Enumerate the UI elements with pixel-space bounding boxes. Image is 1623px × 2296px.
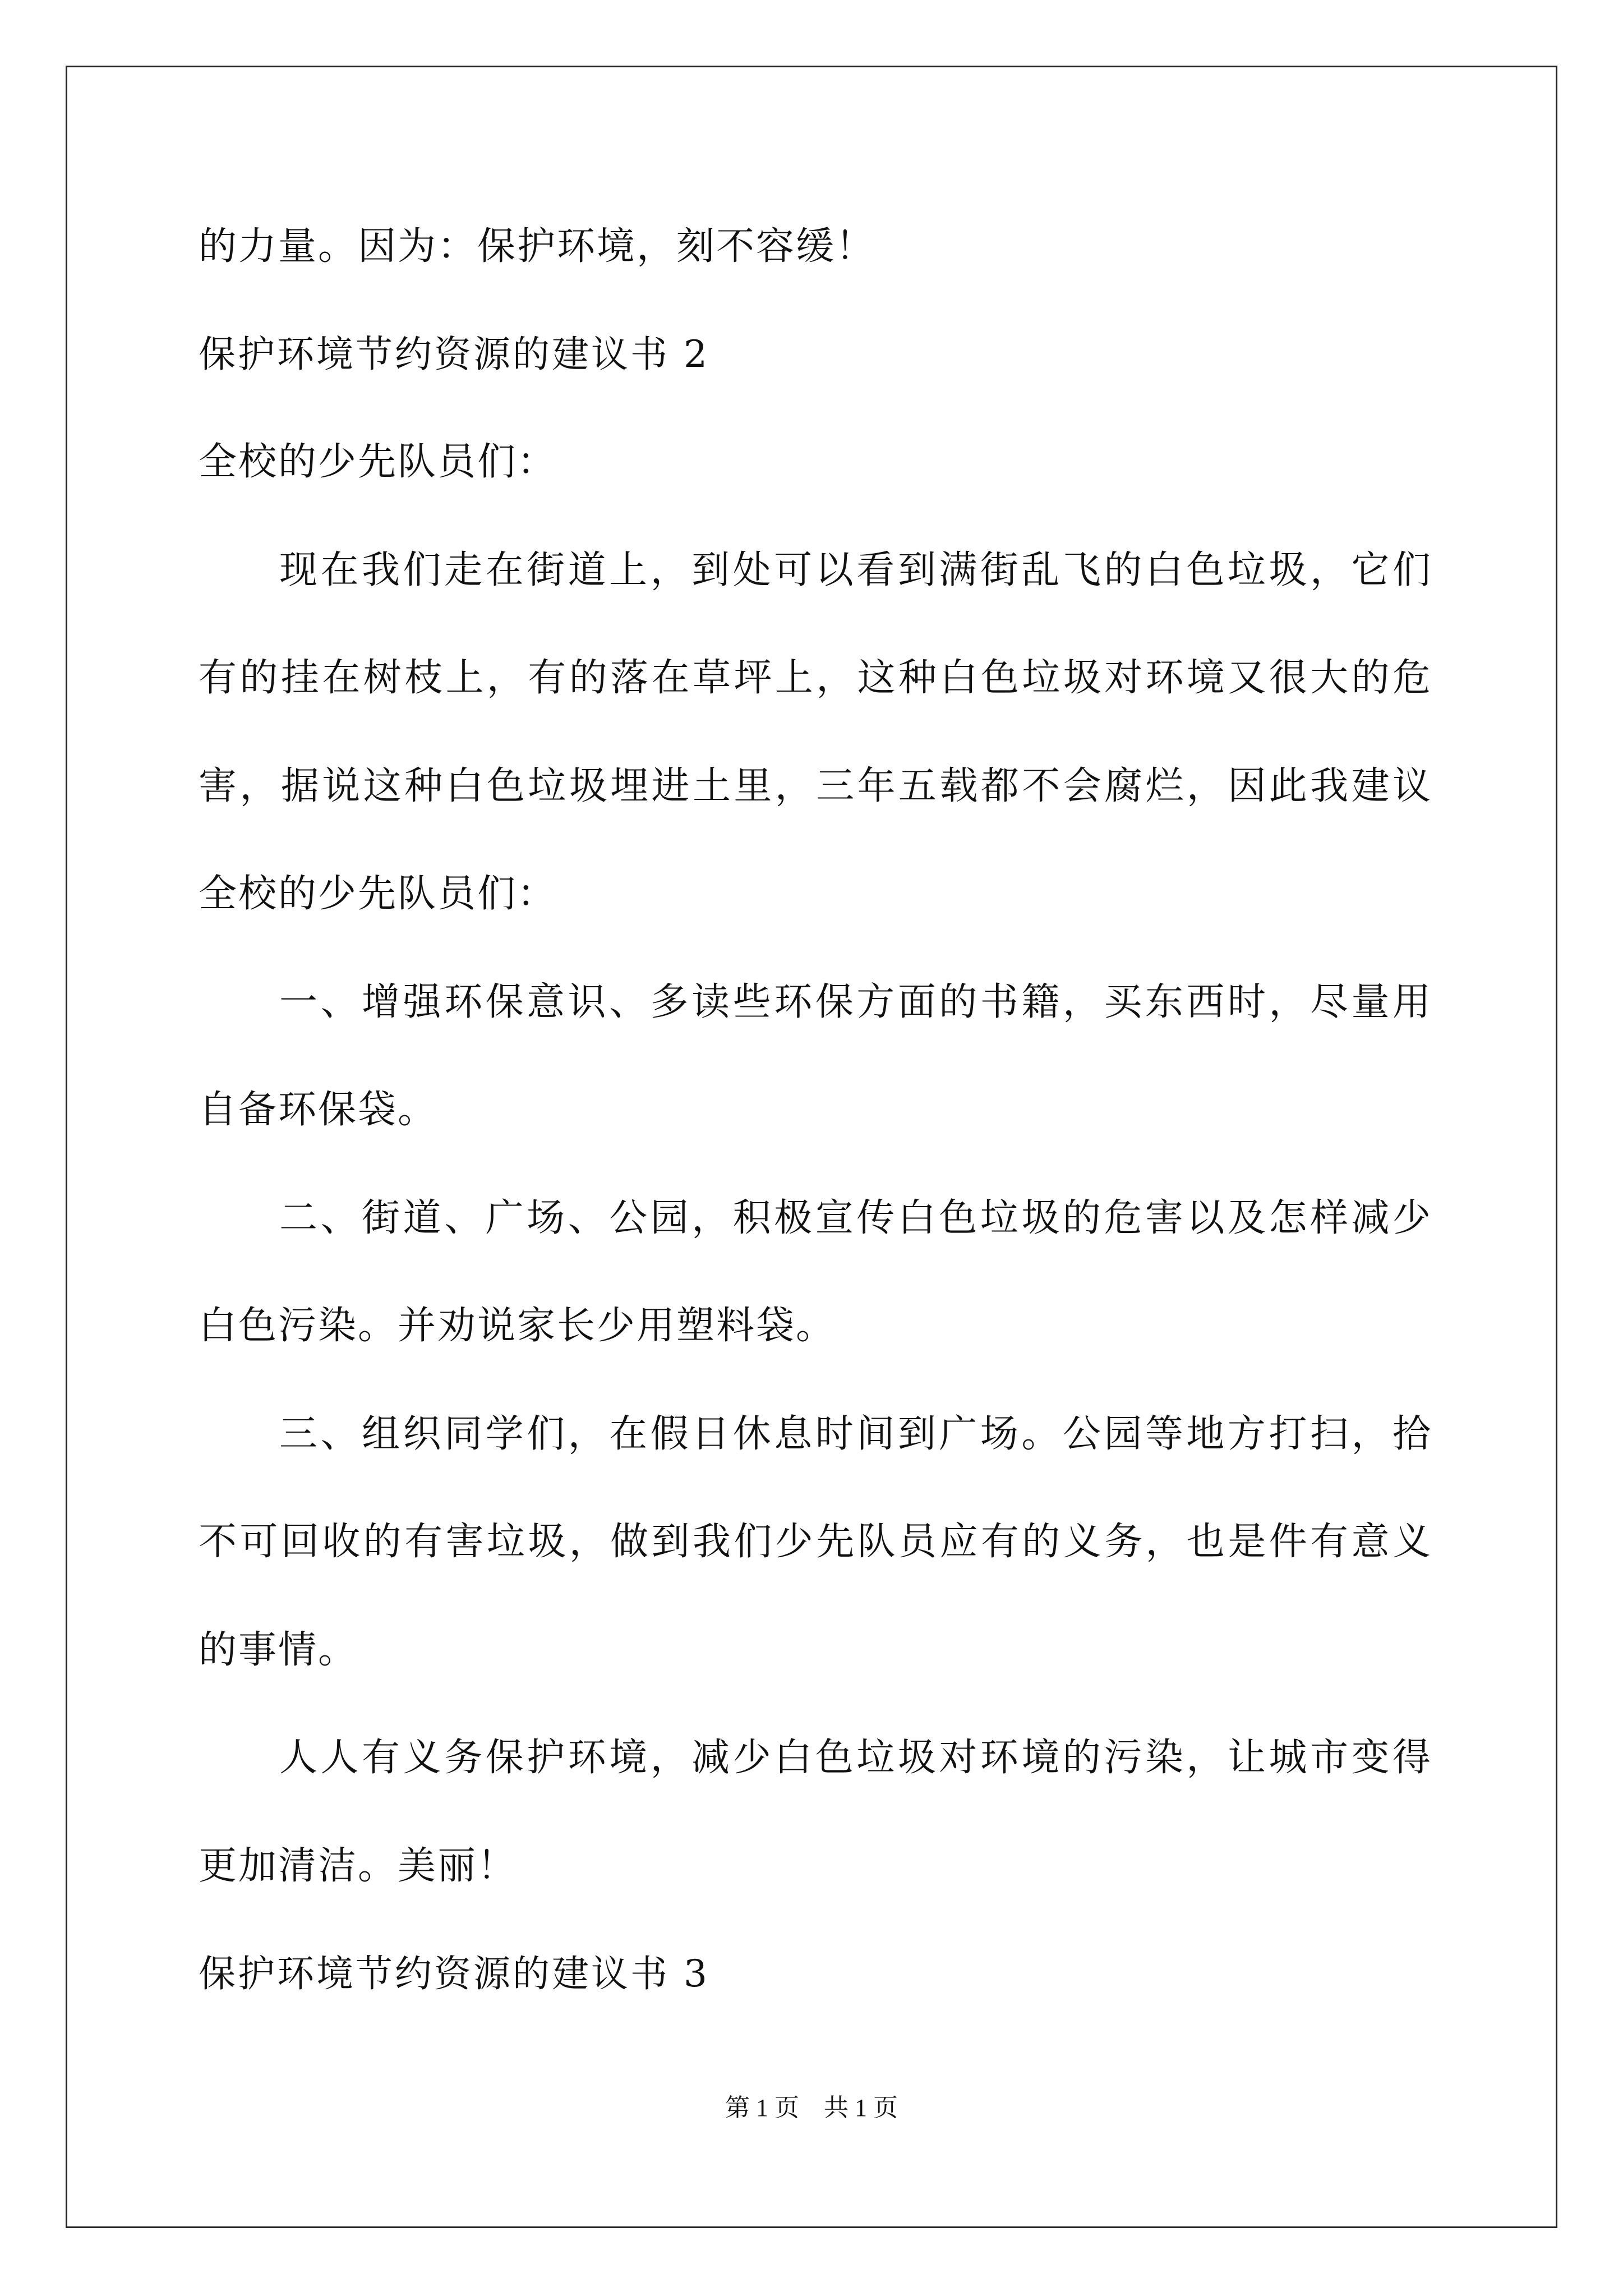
paragraph-line: 一、增强环保意识、多读些环保方面的书籍，买东西时，尽量用 xyxy=(279,980,1432,1024)
page-footer: 第 1 页 共 1 页 xyxy=(725,2094,898,2122)
paragraph-line: 更加清洁。美丽！ xyxy=(199,1844,518,1888)
paragraph-line: 三、组织同学们，在假日休息时间到广场。公园等地方打扫，拾 xyxy=(279,1412,1432,1456)
paragraph-line: 的事情。 xyxy=(199,1628,358,1672)
page-border xyxy=(66,66,1557,2228)
continuation-text: 的力量。因为：保护环境，刻不容缓！ xyxy=(199,224,876,269)
salutation: 全校的少先队员们： xyxy=(199,440,557,484)
paragraph-line: 不可回收的有害垃圾，做到我们少先队员应有的义务，也是件有意义 xyxy=(199,1520,1432,1564)
section-3-title: 保护环境节约资源的建议书 3 xyxy=(199,1952,709,1995)
paragraph-line: 害，据说这种白色垃圾埋进土里，三年五载都不会腐烂，因此我建议 xyxy=(199,764,1432,808)
paragraph-line: 自备环保袋。 xyxy=(199,1088,438,1132)
paragraph-line: 有的挂在树枝上，有的落在草坪上，这种白色垃圾对环境又很大的危 xyxy=(199,656,1432,700)
paragraph-line: 人人有义务保护环境，减少白色垃圾对环境的污染，让城市变得 xyxy=(279,1736,1432,1780)
paragraph-line: 白色污染。并劝说家长少用塑料袋。 xyxy=(199,1304,836,1348)
section-2-title: 保护环境节约资源的建议书 2 xyxy=(199,333,709,376)
paragraph-line: 现在我们走在街道上，到处可以看到满街乱飞的白色垃圾，它们 xyxy=(279,548,1432,592)
paragraph-line: 二、街道、广场、公园，积极宣传白色垃圾的危害以及怎样减少 xyxy=(279,1196,1432,1240)
paragraph-line: 全校的少先队员们： xyxy=(199,872,557,916)
